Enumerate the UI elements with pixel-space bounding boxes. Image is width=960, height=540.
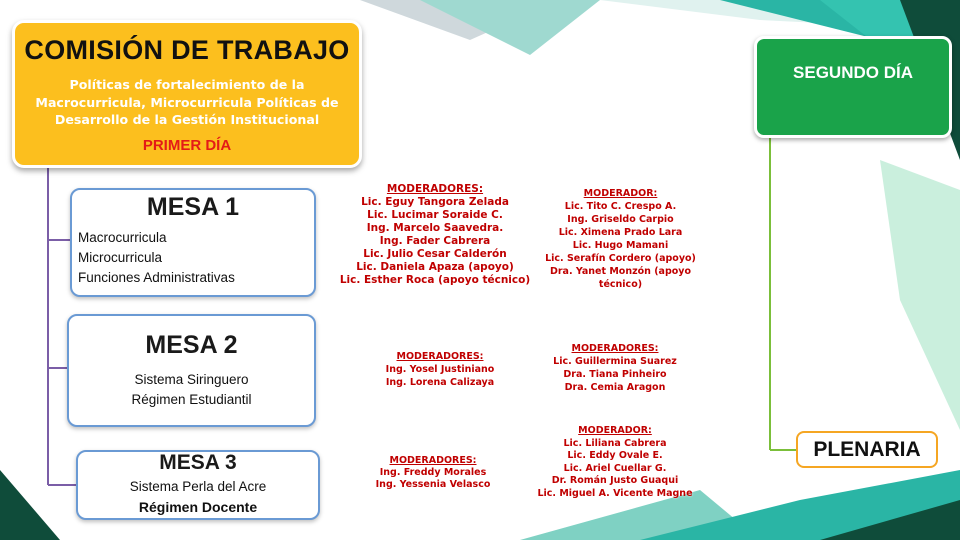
moderator-name: Lic. Ariel Cuellar G. [563, 462, 667, 474]
mesa-1-box [70, 188, 316, 297]
moderator-heading: MODERADORES: [571, 343, 659, 354]
moderator-name: Dra. Yanet Monzón (apoyo [549, 266, 692, 277]
mesa-1-item: Funciones Administrativas [78, 270, 235, 285]
moderator-name: Lic. Tito C. Crespo A. [564, 201, 677, 212]
mesa-3-title: MESA 3 [159, 451, 237, 474]
moderator-name: Lic. Daniela Apaza (apoyo) [356, 261, 514, 273]
segundo-dia-box [754, 36, 952, 138]
moderator-name: Lic. Esther Roca (apoyo técnico) [339, 274, 531, 286]
mesa-3-item: Sistema Perla del Acre [129, 479, 267, 494]
moderator-name: Ing. Freddy Morales [379, 467, 487, 478]
mesa-2-moderators-left [370, 350, 510, 389]
mesa-2-box [67, 314, 316, 427]
mesa-2-moderators-right [540, 342, 690, 394]
mesa-1-item: Microcurricula [78, 250, 163, 265]
moderator-name: Lic. Eddy Ovale E. [567, 450, 663, 461]
moderator-name: Lic. Lucimar Soraide C. [367, 209, 503, 221]
moderator-heading: MODERADORES: [386, 183, 484, 195]
moderator-name: Ing. Lorena Calizaya [385, 377, 495, 388]
segundo-dia-title: SEGUNDO DÍA [793, 63, 913, 82]
mesa-1-moderators-right [538, 187, 703, 291]
moderator-heading: MODERADOR: [578, 425, 652, 436]
moderator-name: Ing. Yosel Justiniano [385, 364, 495, 375]
moderator-name: técnico) [598, 279, 643, 290]
comision-box [12, 20, 362, 168]
mesa-3-box [76, 450, 320, 520]
mesa-3-moderators-left [363, 455, 503, 491]
primer-dia-label: PRIMER DÍA [142, 136, 232, 154]
mesa-2-title: MESA 2 [145, 331, 238, 359]
mesa-1-moderators-left [330, 183, 540, 287]
moderator-name: Lic. Eguy Tangora Zelada [361, 196, 509, 208]
moderator-name: Lic. Liliana Cabrera [563, 437, 667, 449]
moderator-name: Dra. Tiana Pinheiro [563, 369, 667, 380]
plenaria-box [796, 431, 938, 468]
moderator-name: Lic. Guillermina Suarez [553, 356, 677, 367]
comision-subtitle: Políticas de fortalecimiento de la Macrocurricula, Microcurricula Políticas de Desarrollo de la Gestión Institucional [35, 77, 339, 127]
moderator-name: Ing. Fader Cabrera [379, 235, 491, 247]
moderator-name: Dr. Román Justo Guaqui [551, 475, 679, 486]
moderator-name: Lic. Julio Cesar Calderón [363, 248, 507, 260]
mesa-2-item: Sistema Siringuero [134, 372, 249, 387]
moderator-name: Lic. Serafín Cordero (apoyo) [545, 253, 696, 264]
mesa-1-item: Macrocurricula [78, 230, 167, 245]
moderator-name: Lic. Hugo Mamani [572, 240, 669, 251]
plenaria-label: PLENARIA [813, 438, 921, 461]
moderator-name: Lic. Miguel A. Vicente Magne [537, 487, 693, 499]
mesa-3-item: Régimen Docente [138, 499, 258, 515]
moderator-name: Ing. Yessenia Velasco [375, 479, 491, 490]
moderator-name: Lic. Ximena Prado Lara [558, 227, 683, 238]
moderator-heading: MODERADORES: [396, 351, 484, 362]
moderator-heading: MODERADORES: [389, 455, 477, 466]
moderator-heading: MODERADOR: [583, 188, 658, 199]
mesa-2-item: Régimen Estudiantil [131, 392, 252, 407]
moderator-name: Dra. Cemia Aragon [564, 382, 666, 393]
mesa-1-title: MESA 1 [146, 193, 240, 221]
moderator-name: Ing. Marcelo Saavedra. [366, 222, 504, 234]
mesa-3-moderators-right [530, 425, 700, 500]
comision-title: COMISIÓN DE TRABAJO [24, 35, 350, 65]
moderator-name: Ing. Griseldo Carpio [567, 214, 674, 225]
